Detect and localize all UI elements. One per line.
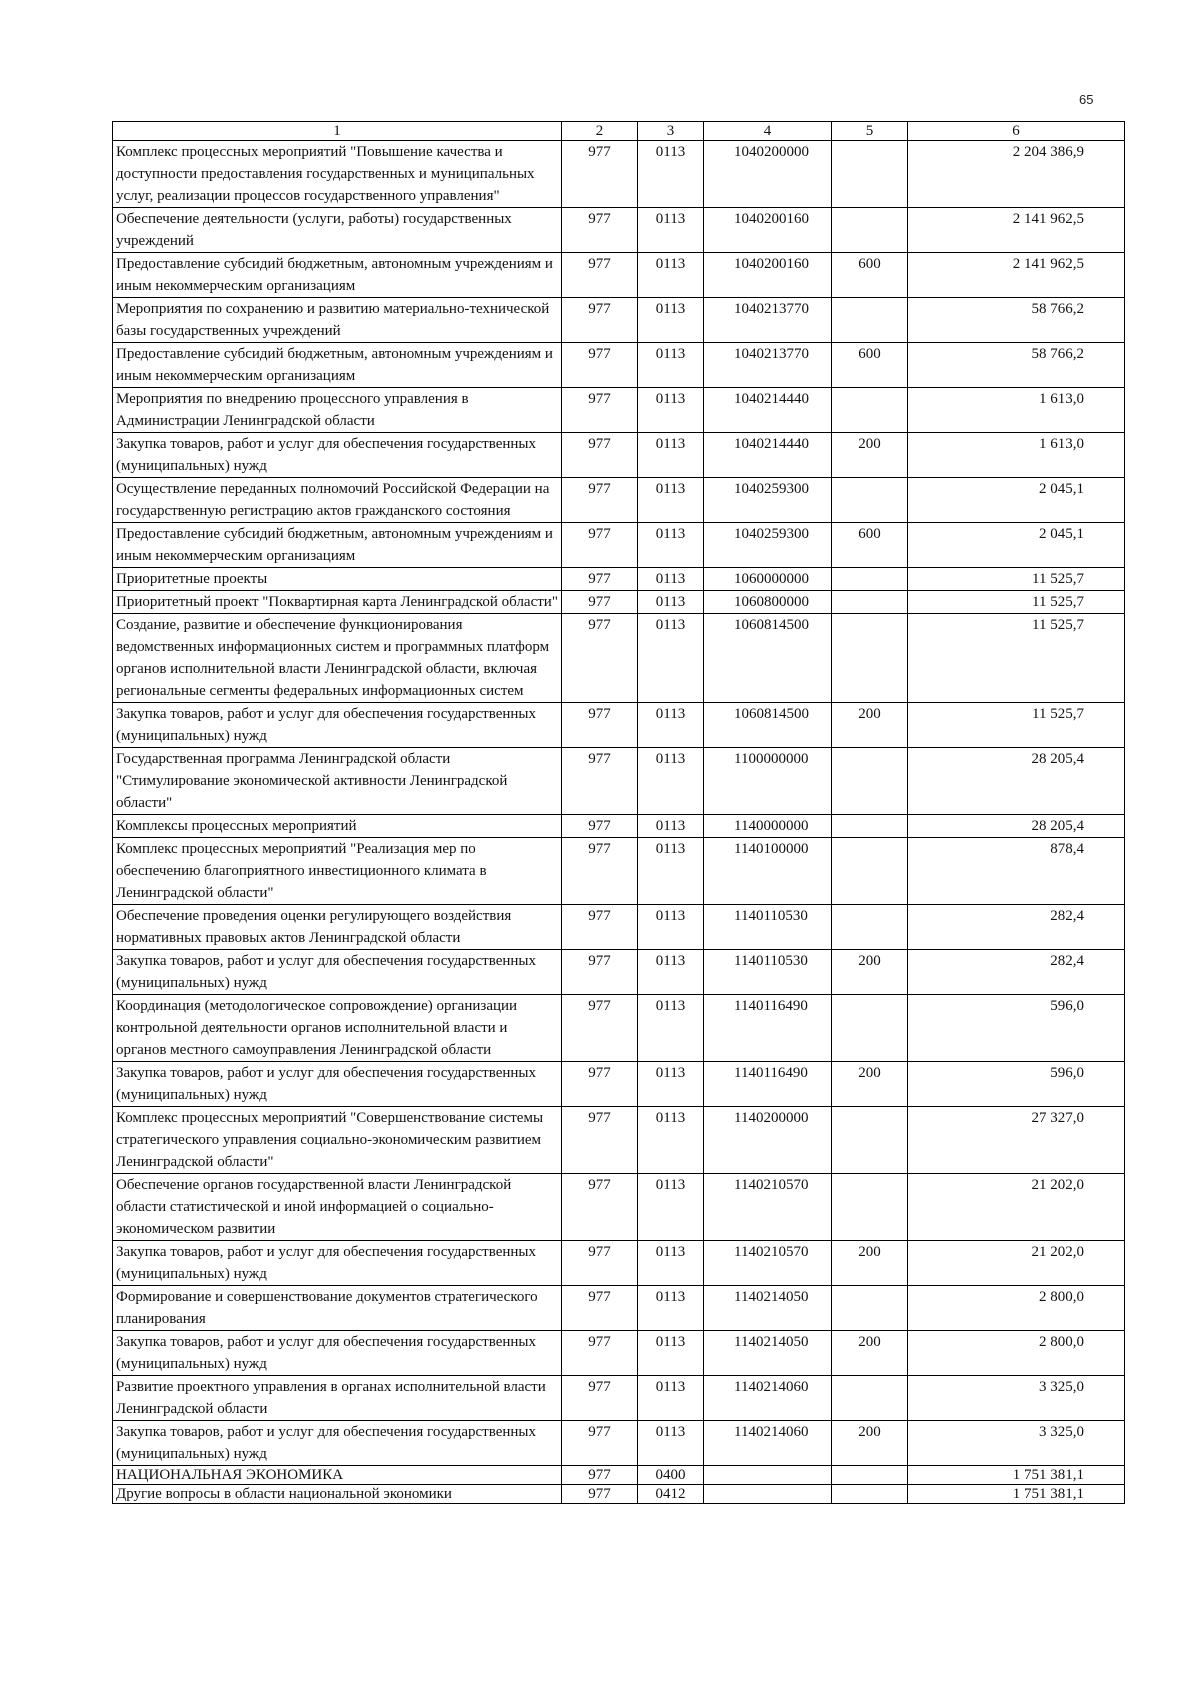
row-col-3: 0113 [638,568,704,591]
row-col-3: 0113 [638,523,704,568]
row-col-4: 1140210570 [704,1174,832,1241]
page-number: 65 [1079,92,1094,107]
row-name: Приоритетный проект "Поквартирная карта Ленинградской области" [113,591,562,614]
row-name: Государственная программа Ленинградской области "Стимулирование экономической активности Ленинградской области" [113,748,562,815]
row-col-6: 282,4 [908,950,1125,995]
row-col-6: 1 613,0 [908,388,1125,433]
row-col-4: 1140110530 [704,905,832,950]
row-col-6: 282,4 [908,905,1125,950]
row-col-4: 1040214440 [704,433,832,478]
row-col-3: 0113 [638,1241,704,1286]
row-col-2: 977 [562,748,638,815]
row-col-5 [832,1107,908,1174]
row-col-2: 977 [562,1174,638,1241]
row-col-5: 600 [832,523,908,568]
row-col-4: 1040213770 [704,343,832,388]
row-col-6: 21 202,0 [908,1174,1125,1241]
table-row [113,1107,1125,1174]
header-col-1: 1 [113,122,562,141]
row-col-2: 977 [562,208,638,253]
row-col-5 [832,478,908,523]
row-col-4: 1140100000 [704,838,832,905]
row-col-3: 0113 [638,591,704,614]
row-col-4: 1040200000 [704,141,832,208]
header-col-3: 3 [638,122,704,141]
row-col-3: 0113 [638,703,704,748]
row-col-4: 1140214060 [704,1376,832,1421]
row-col-6: 11 525,7 [908,614,1125,703]
row-name: Приоритетные проекты [113,568,562,591]
row-col-3: 0113 [638,1331,704,1376]
row-col-6: 3 325,0 [908,1421,1125,1466]
row-col-5: 200 [832,1331,908,1376]
table-row [113,523,1125,568]
row-name: Закупка товаров, работ и услуг для обеспечения государственных (муниципальных) нужд [113,1241,562,1286]
table-row [113,815,1125,838]
row-col-2: 977 [562,591,638,614]
table-row [113,433,1125,478]
row-col-2: 977 [562,1485,638,1504]
table-row [113,253,1125,298]
row-col-3: 0113 [638,1107,704,1174]
row-name: Предоставление субсидий бюджетным, автономным учреждениям и иным некоммерческим организациям [113,253,562,298]
row-col-5: 600 [832,343,908,388]
row-col-4 [704,1466,832,1485]
row-name: Закупка товаров, работ и услуг для обеспечения государственных (муниципальных) нужд [113,1421,562,1466]
row-name: Закупка товаров, работ и услуг для обеспечения государственных (муниципальных) нужд [113,1331,562,1376]
row-col-4: 1060814500 [704,703,832,748]
row-name: Комплекс процессных мероприятий "Повышение качества и доступности предоставления государственных и муниципальных услуг, реализации процессов государственного управления" [113,141,562,208]
row-col-6: 596,0 [908,1062,1125,1107]
row-name: Координация (методологическое сопровождение) организации контрольной деятельности органов исполнительной власти и органов местного самоуправления Ленинградской области [113,995,562,1062]
row-col-3: 0113 [638,1421,704,1466]
row-col-3: 0113 [638,433,704,478]
table-row [113,1421,1125,1466]
row-col-5 [832,1174,908,1241]
table-row [113,208,1125,253]
row-col-5 [832,905,908,950]
budget-table [112,121,1125,1504]
row-col-2: 977 [562,1376,638,1421]
row-name: Обеспечение деятельности (услуги, работы) государственных учреждений [113,208,562,253]
row-name: Комплексы процессных мероприятий [113,815,562,838]
table-row [113,388,1125,433]
row-col-2: 977 [562,1466,638,1485]
row-col-4: 1140214060 [704,1421,832,1466]
row-col-5: 200 [832,1421,908,1466]
row-col-5 [832,388,908,433]
row-col-6: 28 205,4 [908,815,1125,838]
row-col-5: 200 [832,1062,908,1107]
row-col-5: 200 [832,950,908,995]
row-col-5 [832,815,908,838]
row-col-3: 0113 [638,815,704,838]
row-col-5 [832,838,908,905]
row-col-3: 0113 [638,343,704,388]
row-col-4: 1060814500 [704,614,832,703]
row-col-5 [832,591,908,614]
row-col-6: 596,0 [908,995,1125,1062]
header-col-5: 5 [832,122,908,141]
row-col-3: 0113 [638,614,704,703]
header-col-6: 6 [908,122,1125,141]
row-col-6: 11 525,7 [908,591,1125,614]
row-name: Осуществление переданных полномочий Российской Федерации на государственную регистрацию актов гражданского состояния [113,478,562,523]
row-col-5: 200 [832,703,908,748]
table-row [113,1286,1125,1331]
table-row [113,838,1125,905]
table-row [113,141,1125,208]
table-row [113,748,1125,815]
row-col-3: 0113 [638,478,704,523]
table-row [113,1466,1125,1485]
row-col-3: 0113 [638,1062,704,1107]
row-col-6: 1 751 381,1 [908,1485,1125,1504]
row-col-4: 1140214050 [704,1286,832,1331]
row-name: Формирование и совершенствование документов стратегического планирования [113,1286,562,1331]
row-name: Закупка товаров, работ и услуг для обеспечения государственных (муниципальных) нужд [113,1062,562,1107]
row-col-2: 977 [562,433,638,478]
row-col-2: 977 [562,995,638,1062]
row-col-6: 1 751 381,1 [908,1466,1125,1485]
row-col-6: 27 327,0 [908,1107,1125,1174]
row-col-2: 977 [562,478,638,523]
row-col-2: 977 [562,343,638,388]
row-col-5: 200 [832,1241,908,1286]
table-row [113,950,1125,995]
row-name: Другие вопросы в области национальной экономики [113,1485,562,1504]
row-name: Закупка товаров, работ и услуг для обеспечения государственных (муниципальных) нужд [113,433,562,478]
table-row [113,343,1125,388]
table-row [113,1241,1125,1286]
row-col-6: 1 613,0 [908,433,1125,478]
row-col-2: 977 [562,614,638,703]
table-header-row [113,122,1125,141]
row-col-4: 1140210570 [704,1241,832,1286]
row-col-5 [832,1485,908,1504]
row-col-2: 977 [562,388,638,433]
row-col-6: 58 766,2 [908,298,1125,343]
row-name: Комплекс процессных мероприятий "Совершенствование системы стратегического управления социально-экономическим развитием Ленинградской области" [113,1107,562,1174]
table-row [113,905,1125,950]
row-col-2: 977 [562,568,638,591]
row-name: Мероприятия по сохранению и развитию материально-технической базы государственных учреждений [113,298,562,343]
row-col-6: 2 800,0 [908,1331,1125,1376]
row-col-3: 0113 [638,1376,704,1421]
row-col-3: 0113 [638,748,704,815]
table-row [113,298,1125,343]
row-col-2: 977 [562,298,638,343]
row-col-5 [832,298,908,343]
row-col-6: 2 141 962,5 [908,208,1125,253]
row-col-4: 1040200160 [704,253,832,298]
table-row [113,995,1125,1062]
row-col-5 [832,748,908,815]
row-col-6: 28 205,4 [908,748,1125,815]
row-col-2: 977 [562,1241,638,1286]
row-col-4: 1040259300 [704,478,832,523]
row-col-6: 878,4 [908,838,1125,905]
row-col-4: 1140200000 [704,1107,832,1174]
row-col-2: 977 [562,905,638,950]
row-col-2: 977 [562,1107,638,1174]
table-row [113,703,1125,748]
row-col-4 [704,1485,832,1504]
table-row [113,1485,1125,1504]
row-col-5 [832,141,908,208]
row-col-5 [832,995,908,1062]
row-name: Предоставление субсидий бюджетным, автономным учреждениям и иным некоммерческим организациям [113,523,562,568]
row-col-2: 977 [562,1286,638,1331]
row-col-3: 0113 [638,1174,704,1241]
row-col-4: 1100000000 [704,748,832,815]
table-row [113,1062,1125,1107]
row-col-6: 11 525,7 [908,703,1125,748]
row-col-2: 977 [562,253,638,298]
row-col-4: 1140000000 [704,815,832,838]
row-col-3: 0113 [638,995,704,1062]
table-row [113,1174,1125,1241]
row-col-3: 0400 [638,1466,704,1485]
row-col-5 [832,1466,908,1485]
row-col-2: 977 [562,141,638,208]
row-col-3: 0113 [638,388,704,433]
row-col-4: 1140116490 [704,1062,832,1107]
table-body [113,141,1125,1504]
table-row [113,1376,1125,1421]
row-name: Закупка товаров, работ и услуг для обеспечения государственных (муниципальных) нужд [113,703,562,748]
row-col-3: 0113 [638,838,704,905]
table-row [113,614,1125,703]
row-col-5 [832,1286,908,1331]
row-col-5 [832,1376,908,1421]
row-name: Комплекс процессных мероприятий "Реализация мер по обеспечению благоприятного инвестиционного климата в Ленинградской области" [113,838,562,905]
row-col-2: 977 [562,523,638,568]
table-row [113,568,1125,591]
row-col-3: 0113 [638,905,704,950]
row-name: Предоставление субсидий бюджетным, автономным учреждениям и иным некоммерческим организациям [113,343,562,388]
row-col-5 [832,568,908,591]
row-col-3: 0113 [638,298,704,343]
row-col-5: 200 [832,433,908,478]
row-col-4: 1040259300 [704,523,832,568]
row-col-2: 977 [562,815,638,838]
row-col-6: 21 202,0 [908,1241,1125,1286]
row-col-6: 2 045,1 [908,523,1125,568]
row-col-5 [832,614,908,703]
table-row [113,591,1125,614]
row-name: Мероприятия по внедрению процессного управления в Администрации Ленинградской области [113,388,562,433]
row-name: Развитие проектного управления в органах исполнительной власти Ленинградской области [113,1376,562,1421]
row-col-4: 1040213770 [704,298,832,343]
row-col-5 [832,208,908,253]
row-col-2: 977 [562,703,638,748]
row-name: Создание, развитие и обеспечение функционирования ведомственных информационных систем и программных платформ органов исполнительной власти Ленинградской области, включая региональные сегменты федеральных информационных систем [113,614,562,703]
row-col-2: 977 [562,950,638,995]
row-col-4: 1140214050 [704,1331,832,1376]
row-col-6: 11 525,7 [908,568,1125,591]
row-col-4: 1140116490 [704,995,832,1062]
row-col-2: 977 [562,838,638,905]
row-col-3: 0113 [638,1286,704,1331]
row-col-6: 2 204 386,9 [908,141,1125,208]
row-col-3: 0113 [638,141,704,208]
row-col-6: 2 141 962,5 [908,253,1125,298]
row-col-4: 1060000000 [704,568,832,591]
header-col-4: 4 [704,122,832,141]
header-col-2: 2 [562,122,638,141]
row-col-3: 0113 [638,208,704,253]
row-col-3: 0412 [638,1485,704,1504]
row-col-4: 1140110530 [704,950,832,995]
row-col-2: 977 [562,1331,638,1376]
row-col-6: 2 045,1 [908,478,1125,523]
row-col-3: 0113 [638,253,704,298]
row-col-6: 3 325,0 [908,1376,1125,1421]
row-col-4: 1060800000 [704,591,832,614]
row-name: Обеспечение проведения оценки регулирующего воздействия нормативных правовых актов Ленинградской области [113,905,562,950]
table-row [113,1331,1125,1376]
row-col-6: 58 766,2 [908,343,1125,388]
table-row [113,478,1125,523]
row-col-2: 977 [562,1062,638,1107]
row-col-5: 600 [832,253,908,298]
row-col-4: 1040214440 [704,388,832,433]
row-col-6: 2 800,0 [908,1286,1125,1331]
row-name: Обеспечение органов государственной власти Ленинградской области статистической и иной информацией о социально-экономическом развитии [113,1174,562,1241]
row-name: НАЦИОНАЛЬНАЯ ЭКОНОМИКА [113,1466,562,1485]
row-col-2: 977 [562,1421,638,1466]
row-name: Закупка товаров, работ и услуг для обеспечения государственных (муниципальных) нужд [113,950,562,995]
row-col-4: 1040200160 [704,208,832,253]
row-col-3: 0113 [638,950,704,995]
